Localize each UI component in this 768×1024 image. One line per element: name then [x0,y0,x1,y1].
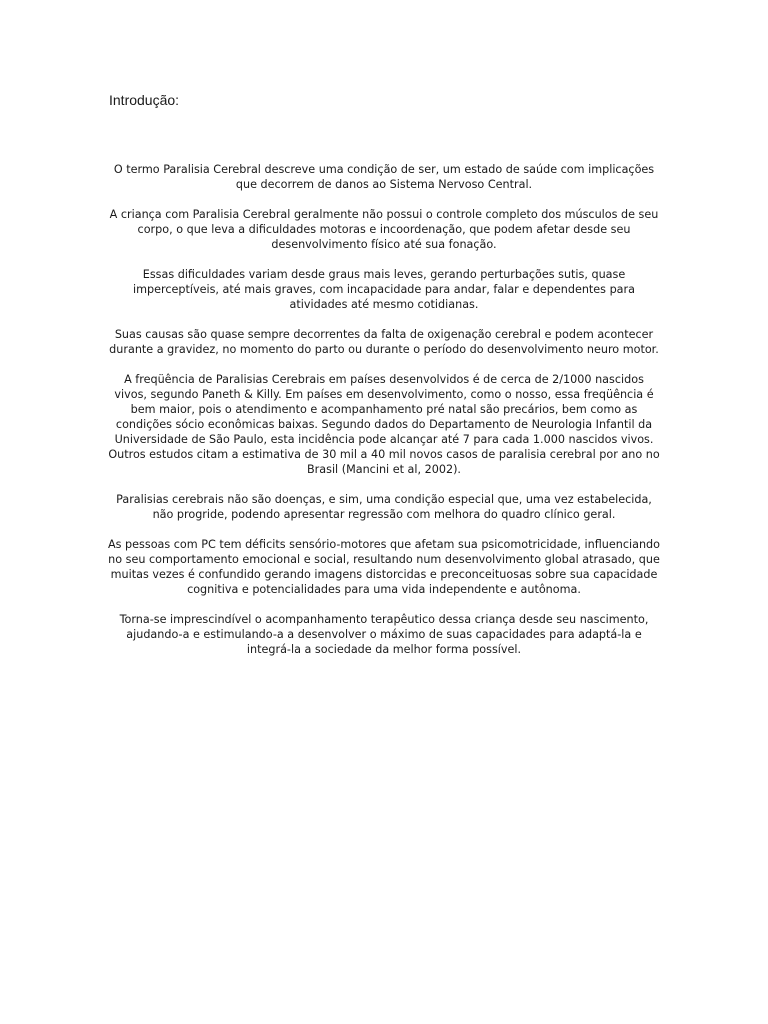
paragraph-therapy: Torna-se imprescindível o acompanhamento terapêutico dessa criança desde seu nascimento, ajudando-a e estimulando-a a desenvolver o máximo de suas capacidades para adaptá-la e integrá-la a sociedade da melhor forma possível. [119,613,649,656]
paragraph-definition: O termo Paralisia Cerebral descreve uma condição de ser, um estado de saúde com implicações que decorrem de danos ao Sistema Nervoso Central. [113,163,655,191]
paragraph-frequency: A freqüência de Paralisias Cerebrais em países desenvolvidos é de cerca de 2/1000 nascidos vivos, segundo Paneth & Killy. Em países em desenvolvimento, como o nosso, essa freqüência é bem maior, pois o atendimento e acompanhamento pré natal são precários, bem como as condições sócio econômicas baixas. Segundo dados do Departamento de Neurologia Infantil da Universidade de São Paulo, esta incidência pode alcançar até 7 para cada 1.000 nascidos vivos. Outros estudos citam a estimativa de 30 mil a 40 mil novos casos de paralisia cerebral por ano no Brasil (Mancini et al, 2002). [108,373,660,476]
paragraph-not-disease: Paralisias cerebrais não são doenças, e sim, uma condição especial que, uma vez estabelecida, não progride, podendo apresentar regressão com melhora do quadro clínico geral. [116,493,652,521]
body-text [108,162,660,672]
paragraph-deficits: As pessoas com PC tem déficits sensório-motores que afetam sua psicomotricidade, influenciando no seu comportamento emocional e social, resultando num desenvolvimento global atrasado, que muitas vezes é confundido gerando imagens distorcidas e preconceituosas sobre sua capacidade cognitiva e potencialidades para uma vida independente e autônoma. [108,538,660,596]
paragraph-severity: Essas dificuldades variam desde graus mais leves, gerando perturbações sutis, quase imperceptíveis, até mais graves, com incapacidade para andar, falar e dependentes para atividades até mesmo cotidianas. [133,268,635,311]
paragraph-motor-control: A criança com Paralisia Cerebral geralmente não possui o controle completo dos músculos de seu corpo, o que leva a dificuldades motoras e incoordenação, que podem afetar desde seu desenvolvimento físico até sua fonação. [109,208,659,251]
section-heading: Introdução: [109,92,180,108]
paragraph-causes: Suas causas são quase sempre decorrentes da falta de oxigenação cerebral e podem acontecer durante a gravidez, no momento do parto ou durante o período do desenvolvimento neuro motor. [109,328,659,356]
